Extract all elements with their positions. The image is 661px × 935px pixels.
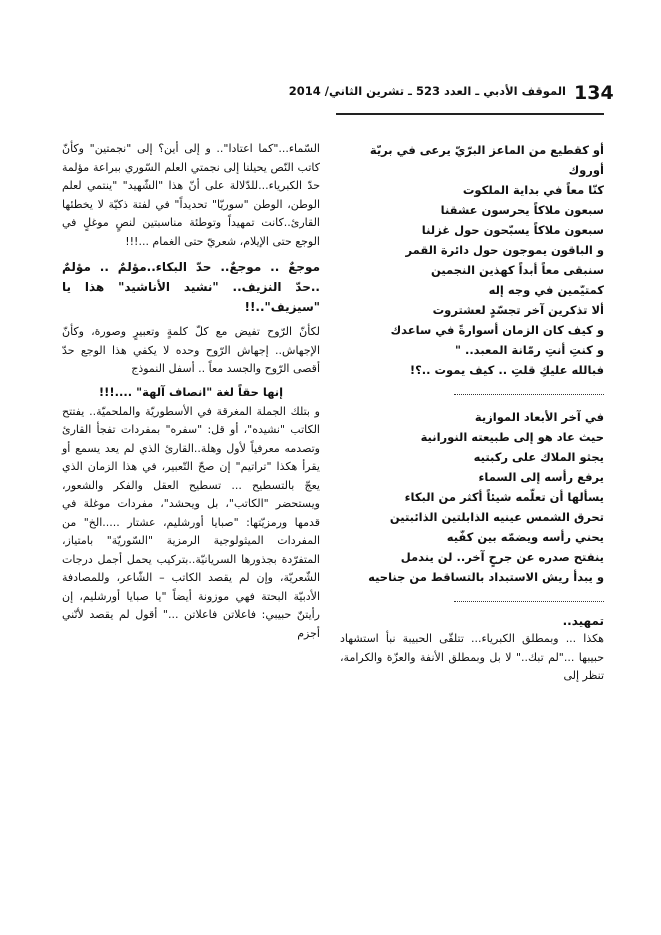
paragraph: لكأنّ الرّوح تفيض مع كلّ كلمةٍ وتعبيرٍ وصورة، وكأنّ الإجهاش.. إجهاش الرّوح وحده لا يكفي هذا الوجع حدّ أقصى الرّوح والجسد معاً .. أسفل النموذج — [62, 325, 320, 375]
verse-line: سبعون ملاكاً يسبّحون حول غزلنا — [421, 223, 604, 237]
verse-line: يجثو الملاك على ركبتيه — [473, 450, 604, 464]
left-column — [62, 140, 320, 643]
header-divider — [336, 113, 604, 115]
verse-line: و الباقون يموجون حول دائرة القمر — [405, 243, 604, 257]
page-header — [288, 80, 614, 114]
verse-line: حيث عاد هو إلى طبيعته النورانية — [420, 430, 604, 444]
verse-line: ينفتح صدره عن جرحٍ آخر.. لن يندمل — [400, 550, 604, 564]
highlight-paragraph: موجعٌ .. موجعٌ.. حدّ البكاء..مؤلمٌ .. مؤلمٌ ..حدّ النزيف.. "نشيد الأناشيد" هذا يا "سيزيف"..!! — [62, 260, 320, 314]
verse-line: و كيف كان الزمان أسوارةً في ساعدك — [390, 323, 604, 337]
verse-line: تحرق الشمس عينيه الذابلتين الذائبتين — [389, 510, 604, 524]
verse-line: يسألها أن تعلّمه شيئاً أكثر من البكاء — [404, 490, 604, 504]
paragraph: السّماء..."كما اعتادا".. و إلى أين؟ إلى "نجمتين" وكأنّ كاتب النّص يحيلنا إلى نجمتي العلم السّوري ببراعة مؤلمة حدّ الكبرياء...للدّلالة على أنّ هذا "الشّهيد" "ينتمي لعلم الوطن، الوطن "سوريّا" تحديداً" في لفتة ذكيّة لا يخطئها القارئ..كانت تمهيداً وتوطئة مناسبتين لنصٍ موغلٍ في الوجع حتى الإيلام، شعريّ حتى الغمام ...!!! — [62, 142, 320, 248]
dotted-separator — [454, 394, 604, 395]
verse-line: كمتيّمين في وجه إله — [488, 283, 604, 297]
verse-line: كنّا معاً في بداية الملكوت — [462, 183, 604, 197]
verse-line: سبعون ملاكاً يحرسون عشقنا — [440, 203, 604, 217]
verse-line: في آخر الأبعاد الموازية — [474, 410, 604, 424]
verse-line: يرفع رأسه إلى السماء — [478, 470, 604, 484]
verse-line: ألا تذكرين آخر تجسّدٍ لعشتروت — [432, 303, 604, 317]
running-header-title: الموقف الأدبي ـ العدد 523 ـ تشرين الثاني/ 2014 — [288, 84, 566, 98]
subheading: إنها حقاً لغة "انصاف آلهة" ....!!! — [98, 384, 284, 399]
verse-line: و يبدأ ريش الاستبداد بالتساقط من جناحيه — [368, 570, 604, 584]
right-column — [340, 140, 604, 686]
page-number: 134 — [574, 82, 614, 104]
dotted-separator — [454, 601, 604, 602]
verse-line: سنبقى معاً أبداً كهذين النجمين — [431, 263, 604, 277]
section-title: تمهيد.. — [562, 614, 604, 628]
paragraph: و بتلك الجملة المغرقة في الأسطوريّة والملحميّة.. يفتتح الكاتب "نشيده"، أو قل: "سفره" بمفردات تفجأ القارئ وتصدمه معرفياً لأول وهلة..القارئ الذي لم يعد يسمع أو يقرأ هكذا "تراتيم" إن صحّ التّعبير، في هذا الزمان الذي يعجّ بالتسطيح ... تسطيح العقل والفكر والشعور، ويستحضر "الكاتب"، بل ويحشد"، مفردات موغلة في قدمها ورمزيّتها: "صبايا أورشليم، عشتار .....الخ" من المفردات الميثولوجية الرمزية "السّوريّة" بامتياز، المتفرّدة بجذورها السريانيّة..بتركيب يحمل أجمل درجات الشّعريّة، وإن لم يقصد الكاتب – الشّاعر، وللمصادفة الأدبيّة البحتة فهي موزونة أيضاً "يا صبايا أورشليم، إن رأيتنّ حبيبي: فاعلاتن فاعلاتن ..." أقول لم يقصد لأنّني أجزم — [62, 404, 320, 640]
verse-line: و كنتِ أنتِ رمّانة المعبد.. " — [454, 343, 604, 357]
intro-paragraph: هكذا ... وبمطلق الكبرياء... تتلقّى الحبيبة نبأ استشهاد حبيبها ..."لم تبك.." لا بل وبمطلق الأنفة والعزّة والكرامة، تنظر إلى — [340, 632, 604, 682]
verse-line: أو كقطيع من الماعز البرّيّ يرعى في بريّة — [369, 143, 604, 157]
verse-line: أوروك — [568, 163, 604, 177]
verse-line: فبالله عليكِ قلتِ .. كيف يموت ..؟! — [409, 363, 604, 377]
verse-line: يحني رأسه ويضمّه بين كفّيه — [446, 530, 604, 544]
